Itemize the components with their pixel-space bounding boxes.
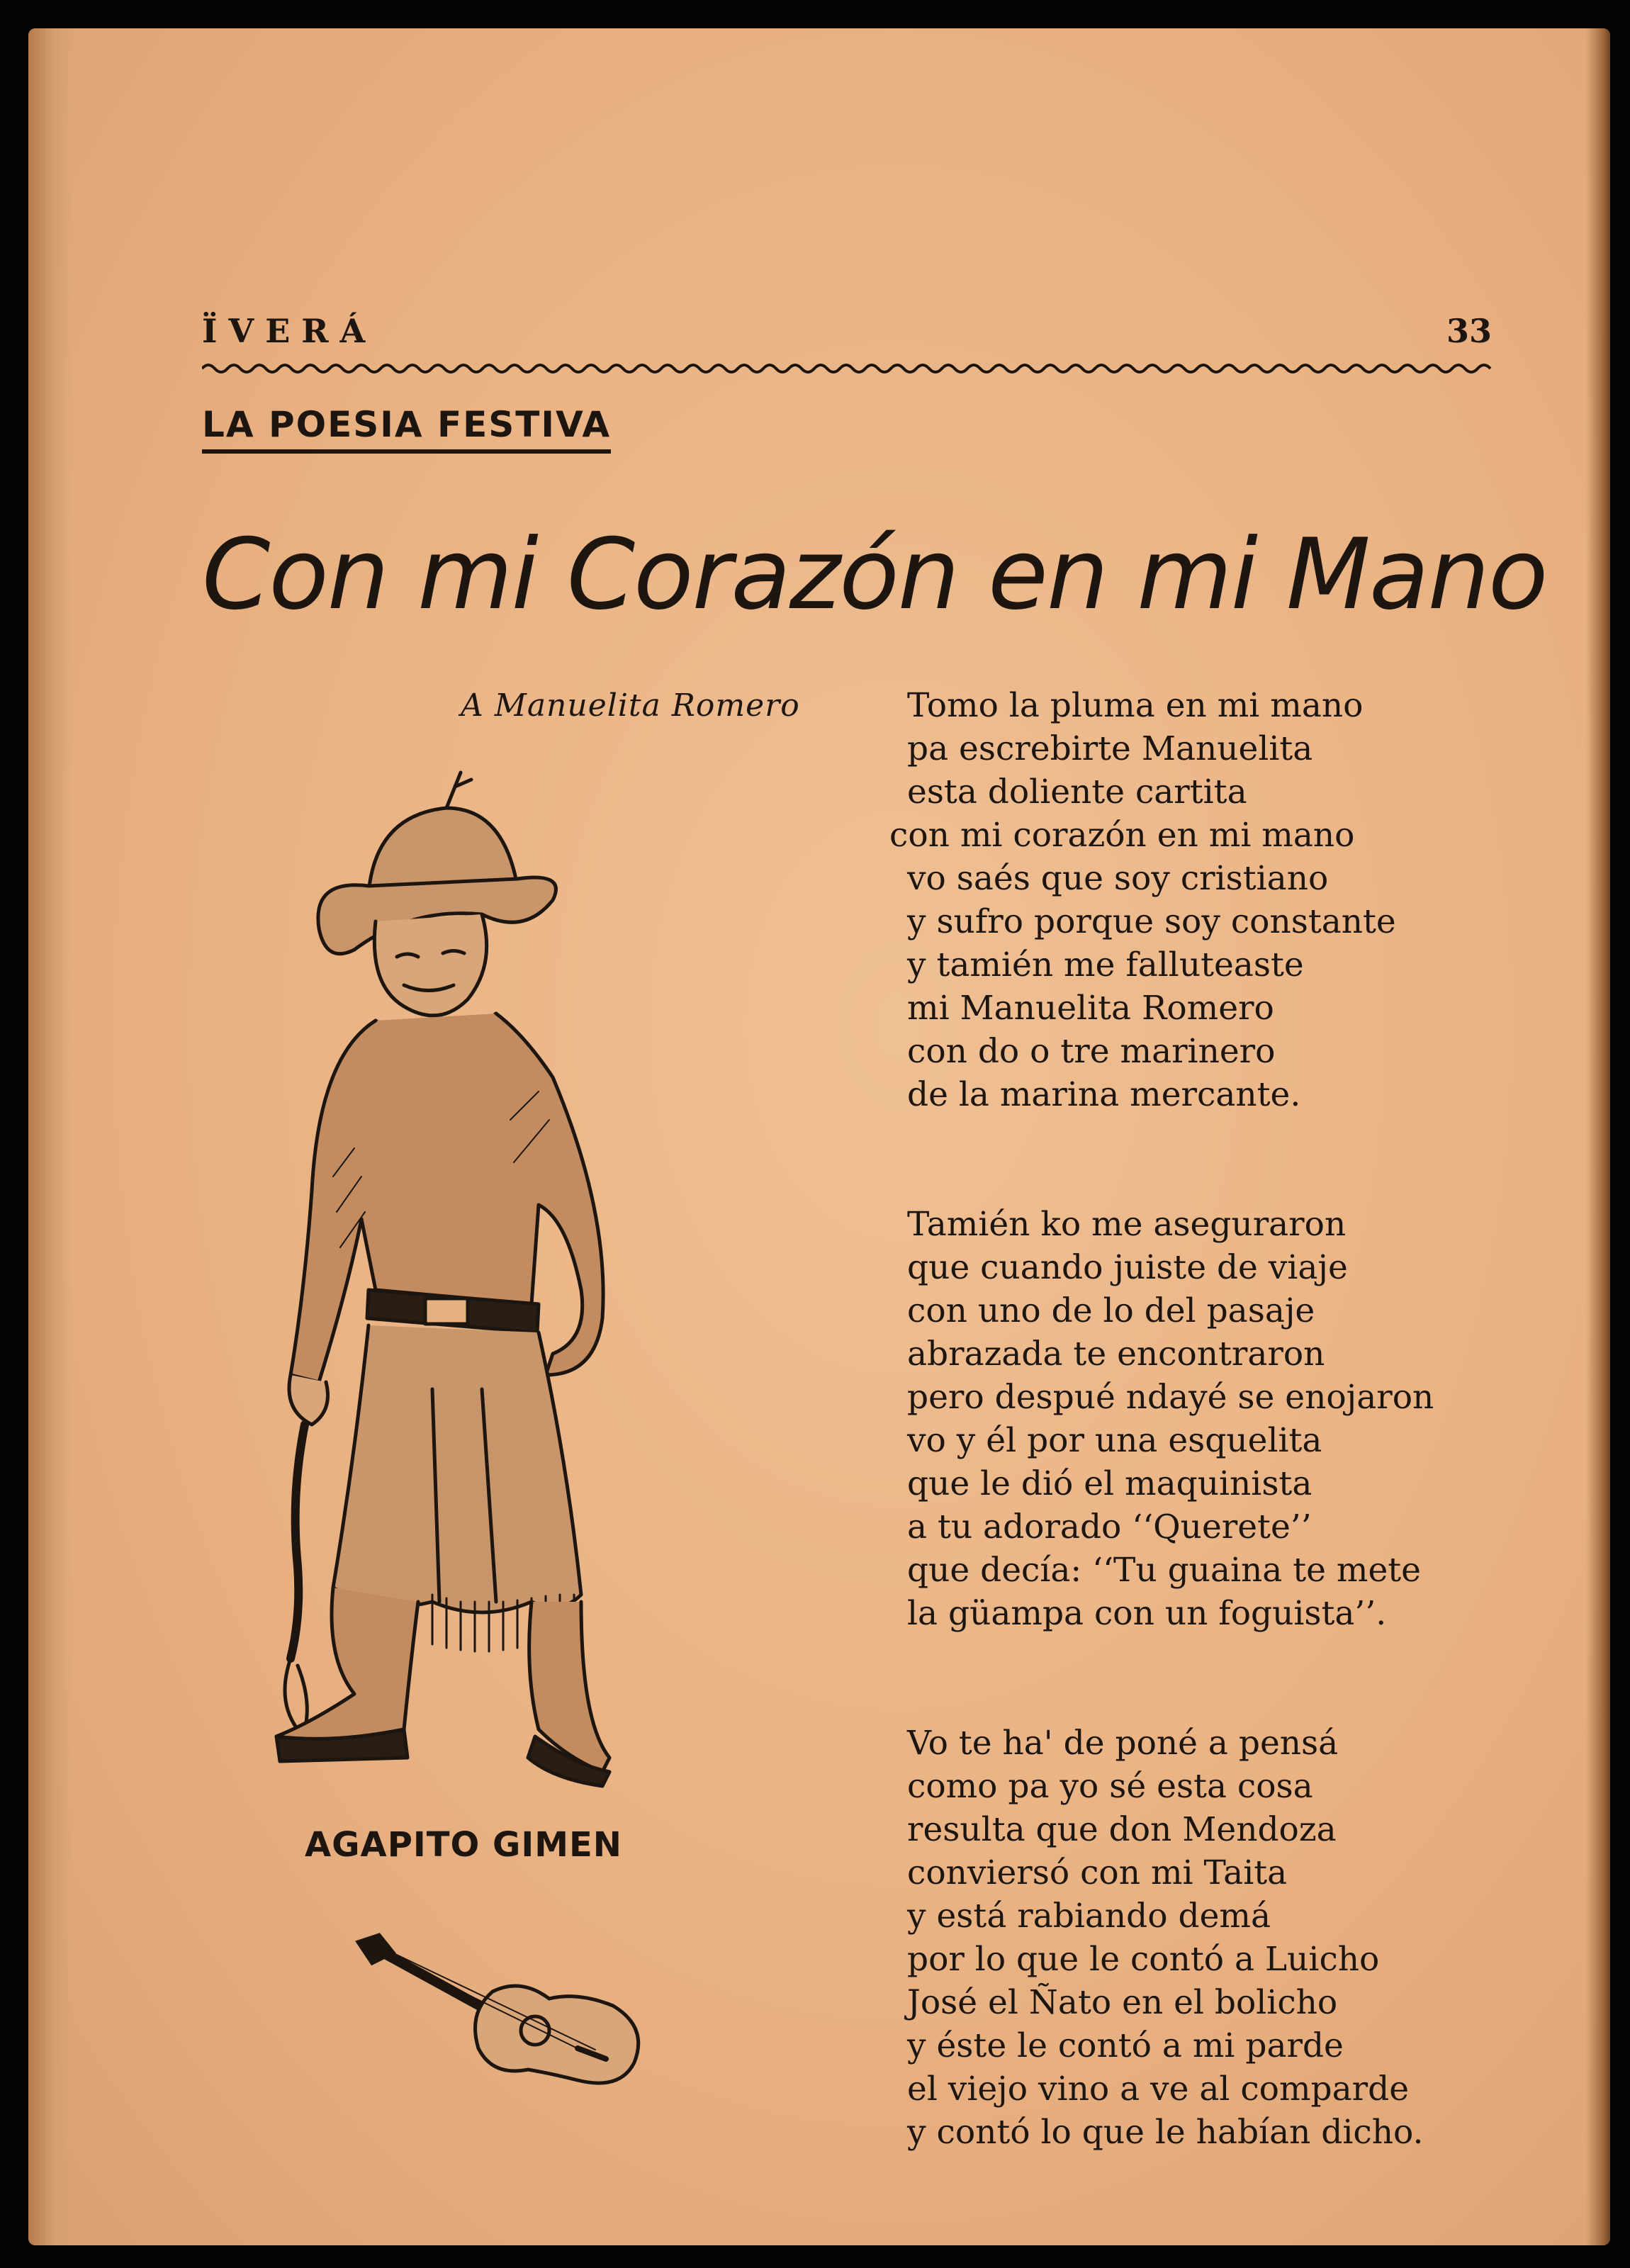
- poem-line: Tomo la pluma en mi mano: [907, 686, 1364, 725]
- poem-line: que le dió el maquinista: [907, 1464, 1313, 1503]
- running-title: ÏVERÁ: [202, 312, 377, 350]
- page-number: 33: [1446, 312, 1492, 350]
- poem-line: pa escrebirte Manuelita: [907, 729, 1313, 768]
- poem-line: y contó lo que le habían dicho.: [907, 2113, 1424, 2152]
- poem-line: pero despué ndayé se enojaron: [907, 1378, 1434, 1417]
- poem-line: resulta que don Mendoza: [907, 1810, 1337, 1849]
- guitar-icon: [351, 1928, 648, 2091]
- poem-body: [889, 684, 1545, 2240]
- wavy-rule-divider: [202, 361, 1492, 376]
- poem-line: mi Manuelita Romero: [907, 989, 1274, 1028]
- page-edge: [1586, 28, 1610, 2245]
- stanza-2: [907, 1203, 1545, 1635]
- gaucho-illustration-icon: [269, 751, 780, 1814]
- section-label: LA POESIA FESTIVA: [202, 404, 611, 454]
- poem-line: y éste le contó a mi parde: [907, 2026, 1344, 2065]
- poem-line: José el Ñato en el bolicho: [907, 1983, 1338, 2022]
- author-name: AGAPITO GIMEN: [305, 1825, 622, 1865]
- poem-line: a tu adorado ‘‘Querete’’: [907, 1508, 1312, 1546]
- poem-line: con mi corazón en mi mano: [889, 816, 1355, 855]
- poem-line: vo y él por una esquelita: [907, 1421, 1322, 1460]
- poem-title: Con mi Corazón en mi Mano: [202, 517, 1547, 631]
- magazine-page: [28, 28, 1610, 2245]
- poem-line: el viejo vino a ve al comparde: [907, 2070, 1410, 2109]
- stanza-3: [907, 1722, 1545, 2154]
- poem-line: Vo te ha' de poné a pensá: [907, 1724, 1339, 1763]
- poem-line: esta doliente cartita: [907, 773, 1247, 812]
- poem-line: Tamién ko me aseguraron: [907, 1205, 1347, 1244]
- poem-line: la güampa con un foguista’’.: [907, 1594, 1387, 1633]
- poem-line: por lo que le contó a Luicho: [907, 1940, 1380, 1979]
- poem-line: y está rabiando demá: [907, 1897, 1271, 1936]
- poem-line: conviersó con mi Taita: [907, 1853, 1288, 1892]
- poem-line: como pa yo sé esta cosa: [907, 1767, 1313, 1806]
- poem-line: que decía: ‘‘Tu guaina te mete: [907, 1551, 1421, 1590]
- poem-line: y sufro porque soy constante: [907, 902, 1396, 941]
- poem-line: vo saés que soy cristiano: [907, 859, 1329, 898]
- page-spine: [28, 28, 71, 2245]
- poem-line: que cuando juiste de viaje: [907, 1248, 1348, 1287]
- page-header: [202, 284, 1492, 369]
- poem-line: con do o tre marinero: [907, 1032, 1276, 1071]
- dedication: A Manuelita Romero: [461, 687, 800, 724]
- poem-line: de la marina mercante.: [907, 1075, 1301, 1114]
- stanza-1: [889, 684, 1545, 1116]
- poem-line: abrazada te encontraron: [907, 1335, 1325, 1374]
- poem-line: con uno de lo del pasaje: [907, 1291, 1315, 1330]
- poem-line: y tamién me falluteaste: [907, 945, 1304, 984]
